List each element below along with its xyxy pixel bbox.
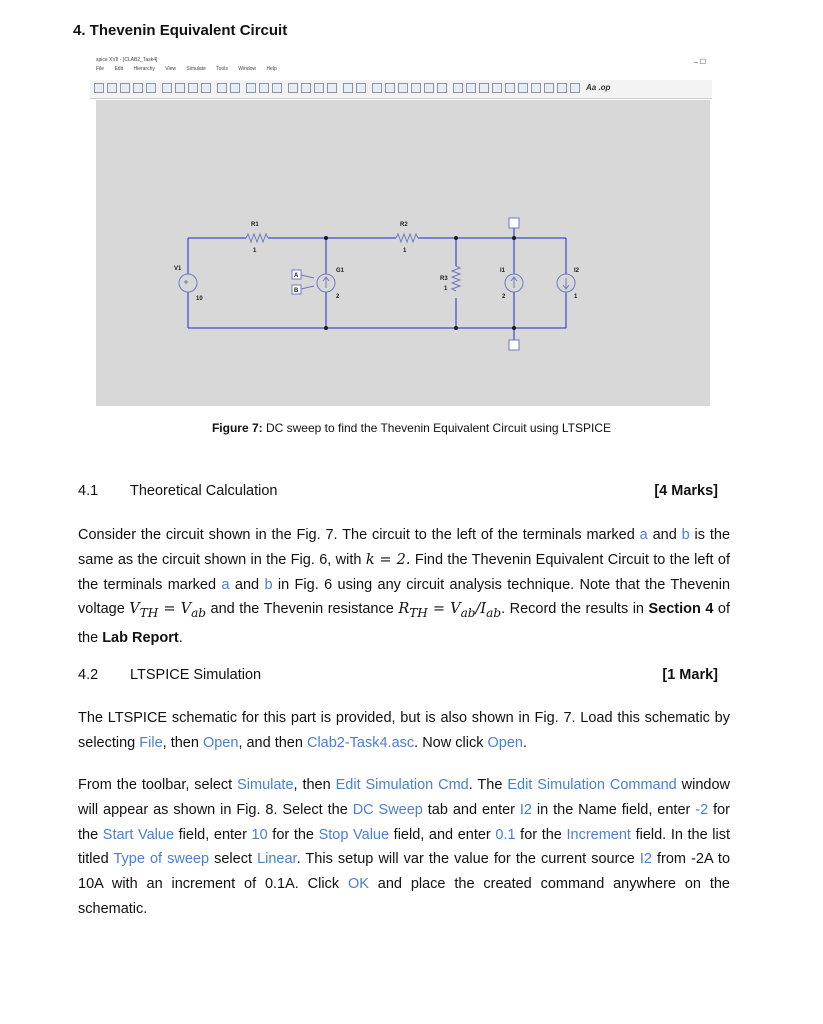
figure-caption: [0, 421, 823, 435]
open-icon[interactable]: [94, 83, 104, 93]
r3-label: R3: [440, 276, 448, 282]
net-flag-top: [509, 218, 519, 228]
print-icon[interactable]: [343, 83, 353, 93]
control-panel-icon[interactable]: [120, 83, 130, 93]
i1-label: I1: [500, 268, 506, 274]
toolbar: [90, 80, 712, 99]
wire-pencil-icon[interactable]: [372, 83, 382, 93]
i2-value: 1: [574, 294, 578, 300]
circuit-schematic: [96, 100, 710, 406]
duplicate-icon[interactable]: [570, 83, 580, 93]
g1-label: G1: [336, 268, 345, 274]
wires: [188, 228, 566, 340]
terminal-a-label: A: [294, 273, 299, 279]
cut-icon[interactable]: [288, 83, 298, 93]
move-hand-icon[interactable]: [479, 83, 489, 93]
resistor-r1: [246, 234, 268, 242]
i1-arrow-icon: [511, 277, 517, 288]
label-net-icon[interactable]: [398, 83, 408, 93]
window-controls[interactable]: – ☐: [693, 59, 706, 66]
drag-hand-icon[interactable]: [492, 83, 502, 93]
component-icon[interactable]: [466, 83, 476, 93]
g1-control-a-wire: [301, 275, 314, 278]
menu-bar: [96, 66, 286, 72]
resistor-r2: [396, 234, 418, 242]
menu-help[interactable]: Help: [266, 66, 277, 72]
voltage-source-v1: [179, 274, 197, 292]
tile-horizontal-icon[interactable]: [230, 83, 240, 93]
print-preview-icon[interactable]: [356, 83, 366, 93]
menu-simulate[interactable]: Simulate: [186, 66, 206, 72]
r3-value: 1: [444, 286, 448, 292]
net-flag-bottom: [509, 340, 519, 350]
inductor-icon[interactable]: [437, 83, 447, 93]
junction-dot: [324, 326, 328, 330]
app-titlebar: [90, 54, 712, 76]
section-title: LTSPICE Simulation: [130, 667, 262, 683]
cut-scissors-icon[interactable]: [272, 83, 282, 93]
mirror-icon[interactable]: [544, 83, 554, 93]
menu-file[interactable]: File: [96, 66, 105, 72]
menu-tools[interactable]: Tools: [216, 66, 228, 72]
v1-label: V1: [174, 266, 182, 272]
cascade-icon[interactable]: [246, 83, 256, 93]
resistor-icon[interactable]: [411, 83, 421, 93]
section-marks: [4 Marks]: [654, 483, 718, 499]
section-number: 4.1: [78, 483, 99, 499]
diode-icon[interactable]: [453, 83, 463, 93]
run-icon[interactable]: [133, 83, 143, 93]
rotate-icon[interactable]: [531, 83, 541, 93]
redo-icon[interactable]: [518, 83, 528, 93]
resistor-r3: [452, 266, 460, 291]
pan-icon[interactable]: [175, 83, 185, 93]
r1-value: 1: [253, 248, 257, 254]
v1-plus-icon: [184, 280, 188, 284]
figure-caption-text: DC sweep to find the Thevenin Equivalent Circuit using LTSPICE: [262, 421, 612, 435]
terminal-b-label: B: [294, 288, 299, 294]
halt-icon[interactable]: [146, 83, 156, 93]
menu-hierarchy[interactable]: Hierarchy: [133, 66, 155, 72]
junction-dot: [512, 236, 516, 240]
r1-label: R1: [251, 222, 259, 228]
i2-arrow-icon: [563, 278, 569, 289]
v1-value: 10: [196, 296, 203, 302]
g1-arrow-icon: [323, 277, 329, 288]
section-title: Theoretical Calculation: [130, 483, 278, 499]
undo-icon[interactable]: [505, 83, 515, 93]
junction-dot: [454, 326, 458, 330]
g1-control-b-wire: [301, 286, 314, 289]
simulation-setup-paragraph: From the toolbar, select Simulate, then Edit Simulation Cmd. The Edit Simulation Command window will appear as shown in Fig. 8. Select the DC Sweep tab and enter I2 in the Name field, enter -2 for the Start Value field, enter 10 for the Stop Value field, and enter 0.1 for the Increment field. In the list titled Type of sweep select Linear. This setup will var the value for the current source I2 from -2A to 10A with an increment of 0.1A. Click OK and place the created command anywhere on the schematic.: [78, 777, 731, 917]
zoom-out-icon[interactable]: [188, 83, 198, 93]
theory-paragraph: Consider the circuit shown in the Fig. 7. The circuit to the left of the terminals marked a and b is the same as the circuit shown in the Fig. 6, with k = 2. Find the Thevenin Equivalent Circuit to the left of the terminals marked a and b in Fig. 6 using any circuit analysis technique. Note that the Thevenin voltage $V_{TH} = V_{ab}$ and the Thevenin resistance $R_{TH} = V_{ab}/I_{ab}$. Record the results in Section 4 of the Lab Report.: [78, 527, 731, 647]
menu-view[interactable]: View: [165, 66, 177, 72]
save-icon[interactable]: [107, 83, 117, 93]
section-number: 4.2: [78, 667, 99, 683]
ground-icon[interactable]: [385, 83, 395, 93]
app-title: spice XVII - [CLAB2_Task4]: [96, 57, 158, 63]
copy-icon[interactable]: [301, 83, 311, 93]
zoom-in-icon[interactable]: [162, 83, 172, 93]
close-windows-icon[interactable]: [259, 83, 269, 93]
text-spice-directive-button[interactable]: Aa .op: [586, 83, 611, 92]
junction-dot: [454, 236, 458, 240]
i1-value: 2: [502, 294, 506, 300]
section-marks: [1 Mark]: [662, 667, 718, 683]
section-heading: 4. Thevenin Equivalent Circuit: [73, 22, 288, 39]
menu-edit[interactable]: Edit: [114, 66, 124, 72]
g1-value: 2: [336, 294, 340, 300]
r2-label: R2: [400, 222, 408, 228]
paste-icon[interactable]: [314, 83, 324, 93]
schematic-canvas[interactable]: [96, 100, 710, 406]
simulation-load-paragraph: The LTSPICE schematic for this part is provided, but is also shown in Fig. 7. Load this schematic by selecting File, then Open, and then Clab2-Task4.asc. Now click Open.: [78, 710, 730, 751]
menu-window[interactable]: Window: [238, 66, 257, 72]
junction-dot: [512, 326, 516, 330]
junction-dot: [324, 236, 328, 240]
i2-label: I2: [574, 268, 580, 274]
zoom-fit-icon[interactable]: [201, 83, 211, 93]
delete-icon[interactable]: [557, 83, 567, 93]
capacitor-icon[interactable]: [424, 83, 434, 93]
figure-caption-label: Figure 7:: [211, 421, 263, 435]
find-icon[interactable]: [327, 83, 337, 93]
ltspice-screenshot-figure: [90, 54, 712, 410]
r2-value: 1: [403, 248, 407, 254]
tile-vertical-icon[interactable]: [217, 83, 227, 93]
